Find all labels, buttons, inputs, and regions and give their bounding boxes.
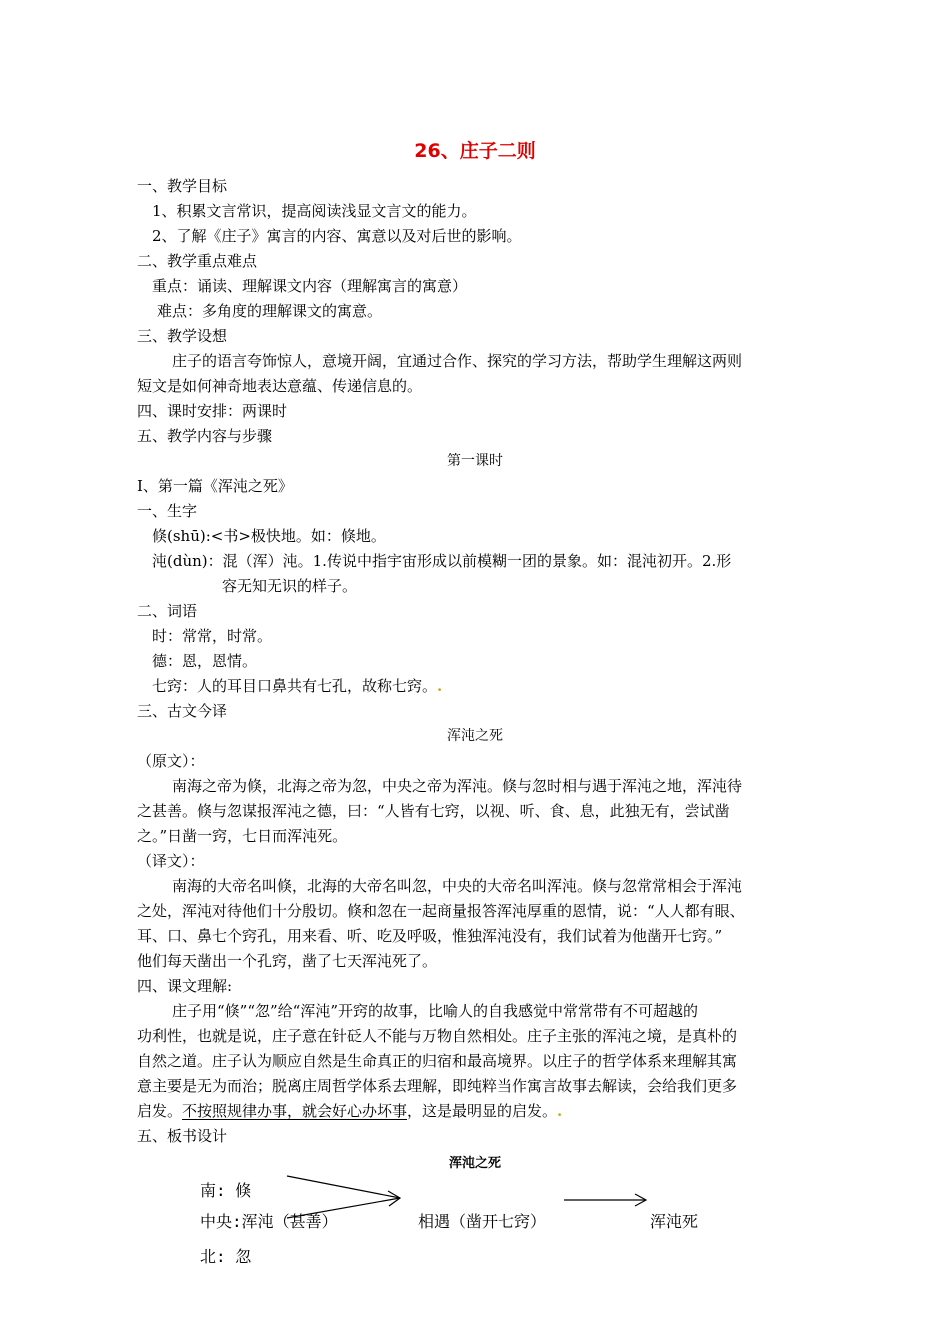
understanding-line-3: 自然之道。庄子认为顺应自然是生命真正的归宿和最高境界。以庄子的哲学体系来理解其寓 bbox=[137, 1052, 738, 1070]
page-title: 26、庄子二则 bbox=[414, 140, 536, 162]
part-heading: Ⅰ、第一篇《浑沌之死》 bbox=[137, 477, 293, 495]
original-label: （原文）： bbox=[137, 752, 205, 770]
word-entry-qiqiao-text: 七窍：人的耳目口鼻共有七孔，故称七窍。 bbox=[152, 677, 438, 695]
understanding-line-2: 功利性，也就是说，庄子意在针砭人不能与万物自然相处。庄子主张的浑沌之境，是真朴的 bbox=[137, 1027, 738, 1045]
understanding-line-4: 意主要是无为而治；脱离庄周哲学体系去理解，即纯粹当作寓言故事去解读，会给我们更多 bbox=[137, 1077, 738, 1095]
objective-item-2: 2、了解《庄子》寓言的内容、寓意以及对后世的影响。 bbox=[152, 227, 522, 245]
understanding-heading: 四、课文理解: bbox=[137, 977, 233, 995]
board-south: 南: 倏 bbox=[200, 1181, 252, 1200]
section-heading-design: 三、教学设想 bbox=[137, 327, 228, 345]
highlight-mark: . bbox=[437, 677, 443, 695]
arrow-center-to-meet bbox=[287, 1198, 400, 1218]
translation-line-4: 他们每天凿出一个孔窍，凿了七天浑沌死了。 bbox=[137, 952, 438, 970]
original-line-1: 南海之帝为倏，北海之帝为忽，中央之帝为浑沌。倏与忽时相与遇于浑沌之地，浑沌待 bbox=[172, 777, 743, 795]
section-heading-key-points: 二、教学重点难点 bbox=[137, 252, 258, 270]
vocab-entry-dun-line-2: 容无知无识的样子。 bbox=[222, 577, 358, 595]
key-point-text: 重点：诵读、理解课文内容（理解寓言的寓意） bbox=[152, 277, 468, 295]
lesson-heading: 第一课时 bbox=[447, 453, 503, 469]
words-heading: 二、词语 bbox=[137, 602, 198, 620]
design-paragraph-line-2: 短文是如何神奇地表达意蕴、传递信息的。 bbox=[137, 377, 423, 395]
arrow-south-to-meet bbox=[287, 1176, 400, 1198]
understanding-line-1: 庄子用“倏”“忽”给“浑沌”开窍的故事，比喻人的自我感觉中常常带有不可超越的 bbox=[172, 1002, 699, 1020]
underlined-key-sentence: 不按照规律办事，就会好心办坏事 bbox=[182, 1102, 408, 1120]
understanding-line-5-start: 启发。 bbox=[137, 1102, 183, 1120]
board-center: 中央:浑沌（甚善） bbox=[200, 1212, 338, 1231]
board-meet: 相遇（凿开七窍） bbox=[418, 1212, 547, 1231]
section-heading-content: 五、教学内容与步骤 bbox=[137, 427, 273, 445]
translation-line-2: 之处，浑沌对待他们十分殷切。倏和忽在一起商量报答浑沌厚重的恩情，说：“人人都有眼、 bbox=[137, 902, 745, 920]
vocab-entry-dun-line-1: 沌(dùn)：混（浑）沌。1.传说中指宇宙形成以前模糊一团的景象。如：混沌初开。2.形 bbox=[152, 552, 732, 570]
board-north: 北: 忽 bbox=[200, 1247, 252, 1266]
original-line-2: 之甚善。倏与忽谋报浑沌之德，曰：“人皆有七窍，以视、听、食、息，此独无有，尝试凿 bbox=[137, 802, 730, 820]
design-paragraph-line-1: 庄子的语言夸饰惊人，意境开阔，宜通过合作、探究的学习方法，帮助学生理解这两则 bbox=[172, 352, 743, 370]
highlight-mark-2: . bbox=[557, 1102, 563, 1120]
translation-heading: 三、古文今译 bbox=[137, 702, 228, 720]
understanding-line-5-end: ，这是最明显的启发。 bbox=[407, 1102, 558, 1120]
board-death: 浑沌死 bbox=[650, 1212, 699, 1231]
vocab-entry-shu: 倏(shū):<书>极快地。如：倏地。 bbox=[152, 527, 386, 545]
word-entry-de: 德：恩，恩情。 bbox=[152, 652, 258, 670]
difficulty-text: 难点：多角度的理解课文的寓意。 bbox=[157, 302, 383, 320]
objective-item-1: 1、积累文言常识，提高阅读浅显文言文的能力。 bbox=[152, 202, 477, 220]
translation-label: （译文）： bbox=[137, 852, 205, 870]
vocab-heading: 一、生字 bbox=[137, 502, 198, 520]
board-title: 浑沌之死 bbox=[448, 1156, 501, 1171]
board-design-heading: 五、板书设计 bbox=[137, 1127, 228, 1145]
translation-subtitle: 浑沌之死 bbox=[447, 728, 503, 744]
word-entry-shi: 时：常常，时常。 bbox=[152, 627, 273, 645]
translation-line-1: 南海的大帝名叫倏，北海的大帝名叫忽，中央的大帝名叫浑沌。倏与忽常常相会于浑沌 bbox=[172, 877, 743, 895]
section-heading-schedule: 四、课时安排：两课时 bbox=[137, 402, 288, 420]
translation-line-3: 耳、口、鼻七个窍孔，用来看、听、吃及呼吸，惟独浑沌没有，我们试着为他凿开七窍。” bbox=[137, 927, 723, 945]
section-heading-objectives: 一、教学目标 bbox=[137, 177, 228, 195]
original-line-3: 之。”日凿一窍，七日而浑沌死。 bbox=[137, 827, 348, 845]
